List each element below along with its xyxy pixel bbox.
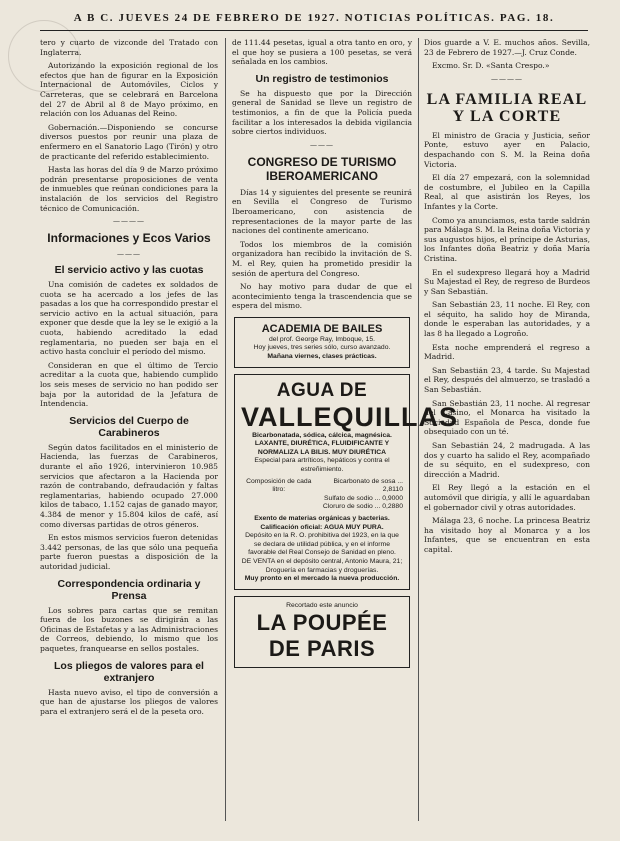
paragraph: Hasta las horas del día 9 de Marzo próximo podrán presentarse proposiciones de venta de inmuebles que reúnan condiciones para la instalación de los servicios del Registro técnico de Comunicación. — [40, 165, 218, 213]
ad-agua-comp-label: Composición de cada litro: — [246, 477, 312, 494]
paragraph: En estos mismos servicios fueron detenidas 3.442 personas, de las que sólo una pequeña parte fueron puestas a disposición de la autoridad judicial. — [40, 533, 218, 571]
paragraph: Los sobres para cartas que se remitan fuera de los buzones se dirigirán a las Oficinas de Estafetas y a las Administraciones de Correos, debiendo, lo mismo que los paquetes, franquearse en sellos postales. — [40, 605, 218, 653]
paragraph: San Sebastián 24, 2 madrugada. A las dos y cuarto ha salido el Rey, acompañado de su séquito, en el sudexpreso, con dirección a Madrid. — [424, 441, 590, 479]
paragraph: de 111.44 pesetas, igual a otra tanto en oro, y el que hoy se pusiera a 100 pesetas, se verá señalada en los cambios. — [232, 38, 412, 67]
paragraph: San Sebastián 23, 11 noche. El Rey, con el séquito, ha salido hoy de Miranda, donde le esperaban las autoridades, y a las 8 ha llegado a Logroño. — [424, 300, 590, 339]
ad-agua-comp-item: Sulfato de sodio ... 0,9000 — [324, 494, 403, 502]
ad-academia-line: Mañana viernes, clases prácticas. — [267, 353, 377, 361]
ad-academia-line: Hoy jueves, tres series sólo, curso avanzado. — [253, 344, 391, 352]
ad-agua-comp-item: Cloruro de sodio ... 0,2880 — [322, 503, 403, 511]
section-title-congreso: CONGRESO DE TURISMO IBEROAMERICANO — [247, 154, 397, 183]
separator: ———— — [113, 217, 145, 226]
paragraph: Dios guarde a V. E. muchos años. Sevilla, 23 de Febrero de 1927.—J. Cruz Conde. — [424, 38, 590, 57]
ad-agua-comp-item: Bicarbonato de sosa ... 2,8110 — [333, 477, 403, 494]
ad-academia-line: del prof. George Ray, Imboque, 15. — [268, 335, 376, 343]
separator: ——— — [117, 250, 141, 259]
ad-poupee-label: Recortado este anuncio — [286, 601, 358, 609]
paragraph: El ministro de Gracia y Justicia, señor Ponte, estuvo ayer en Palacio, despachando con S. M. la Reina doña Victoria. — [424, 130, 590, 169]
paragraph: Gobernación.—Disponiendo se concurse diversos puestos por reunir una plaza de enfermero en el Sanatorio Lago (Tirón) y otro de practicante del referido establecimiento. — [40, 122, 218, 161]
paragraph: El día 27 empezará, con la solemnidad de costumbre, el Jubileo en la Capilla Real, al que asistirán los Reyes, los Infantes y la Corte. — [424, 173, 590, 211]
column-right — [424, 38, 590, 821]
separator: ——— — [310, 140, 334, 149]
ad-agua-body: Depósito en la R. O. prohibitiva del 1923, en la que se declara de utilidad pública, y en el informe favorable del Real Consejo de Sanidad en pleno. — [245, 532, 399, 557]
ad-agua-title: AGUA DE — [276, 379, 368, 401]
paragraph: Todos los miembros de la comisión organizadora han recibido la invitación de S. M. el Rey, quien ha prometido presidir la sesión de apertura del Congreso. — [232, 239, 412, 278]
paragraph: En el sudexpreso llegará hoy a Madrid Su Majestad el Rey, de regreso de Burdeos y San Sebastián. — [424, 267, 590, 296]
paragraph: Málaga 23, 6 noche. La princesa Beatriz ha visitado hoy al Monarca y a los Infantes, que se encuentran en esta capital. — [424, 516, 590, 554]
subheading-servicio-activo: El servicio activo y las cuotas — [54, 264, 204, 277]
page-header: A B C. JUEVES 24 DE FEBRERO DE 1927. NOTICIAS POLÍTICAS. PAG. 18. — [40, 8, 588, 31]
ad-agua-vallequillas — [234, 374, 458, 590]
subheading-correspondencia: Correspondencia ordinaria y Prensa — [57, 577, 201, 602]
ad-agua-footer: Muy pronto en el mercado la nueva producción. — [244, 575, 400, 583]
paragraph: Consideran en que el último de Tercio acreditar a la cuota que, habiendo cumplido los seis meses de servicio no han podido ser baja por la autoridad de la Jefatura de Intendencia. — [40, 360, 218, 409]
separator: ———— — [491, 74, 523, 83]
ad-agua-sale: DE VENTA en el depósito central, Antonio Maura, 21; Droguería en farmacias y droguerías. — [241, 557, 403, 574]
paragraph: No hay motivo para dudar de que el acontecimiento tenga la trascendencia que se espera del mismo. — [232, 282, 412, 311]
column-middle — [232, 38, 458, 821]
paragraph: Según datos facilitados en el ministerio de Hacienda, las fuerzas de Carabineros, durante el año 1926, intervinieron 10.985 servicios que afectaron a la Hacienda por razón de contrabando, defraudación y faltas reglamentarias, habiendo ocupado 27.000 kilos de tabaco, 1.152 cajas de ganado mayor, 4.384 de menor y 15.804 kilos de café, así como diversas partidas de otros géneros. — [40, 442, 218, 529]
subheading-registro: Un registro de testimonios — [255, 72, 389, 85]
paragraph: Se ha dispuesto que por la Dirección general de Sanidad se lleve un registro de testimonios, a fin de que la Policía pueda facilitar a los interesados la debida vigilancia sobre ciertos individuos. — [232, 88, 412, 137]
column-rule-1 — [225, 38, 226, 821]
ad-poupee-name: LA POUPÉE DE PARIS — [256, 610, 388, 662]
section-title-familia-real: LA FAMILIA REAL Y LA CORTE — [426, 90, 588, 125]
ad-agua-name: VALLEQUILLAS — [241, 401, 458, 432]
ad-agua-warning: Exento de materias orgánicas y bacterias. — [254, 515, 390, 522]
ad-agua-desc: LAXANTE, DIURÉTICA, FLUIDIFICANTE Y NORMALIZA LA BILIS. MUY DIURÉTICA — [254, 440, 390, 456]
ad-agua-claim: Calificación oficial: AGUA MUY PURA. — [260, 523, 384, 531]
paragraph: Como ya anunciamos, esta tarde saldrán para Málaga S. M. la Reina doña Victoria y sus augustos hijos, el príncipe de Asturias, los Infantes doña Beatriz y doña María Cristina. — [424, 215, 590, 263]
subheading-carabineros: Servicios del Cuerpo de Carabineros — [69, 414, 189, 439]
paragraph: Días 14 y siguientes del presente se reunirá en Sevilla el Congreso de Turismo Iberoamericano, con asistencia de representaciones de la mayor parte de las naciones del continente americano. — [232, 187, 412, 236]
paragraph: Esta noche emprenderá el regreso a Madrid. — [424, 342, 590, 362]
ad-agua-desc: Bicarbonatada, sódica, cálcica, magnésica. — [252, 431, 392, 439]
ad-academia-bailes — [234, 317, 410, 368]
paragraph: San Sebastián 23, 4 tarde. Su Majestad el Rey, después del almuerzo, se trasladó a San Sebastián. — [424, 365, 590, 395]
column-left — [40, 38, 218, 821]
section-title-informaciones: Informaciones y Ecos Varios — [47, 231, 211, 246]
paragraph: Una comisión de cadetes ex soldados de cuota se ha acercado a los jefes de las pasadas a los que ha correspondido prestar el servicio activo en la actual situación, para exponer que desde que la ley se le exigió a la cuota, habiendo acreditado la edad reglamentaria, no pueden ser baja en el activo hasta concluir el período del mismo. — [40, 280, 218, 357]
subheading-pliegos: Los pliegos de valores para el extranjero — [54, 659, 204, 684]
ad-academia-title: ACADEMIA DE BAILES — [261, 322, 383, 335]
paragraph: El Rey llegó a la estación en el automóvil que dirigía, y allí le aguardaban el gobernador civil y otras autoridades. — [424, 483, 590, 512]
paragraph: Autorizando la exposición regional de los efectos que han de figurar en la Exposición Internacional de Automóviles, Ciclos y Carreteras, que se celebrará en Barcelona del 27 de Abril al 8 de Mayo próximo, en relación con los Aduanas del Reino. — [40, 61, 218, 119]
ad-agua-desc: Especial para artríticos, hepáticos y contra el estreñimiento. — [254, 457, 390, 474]
paragraph: Hasta nuevo aviso, el tipo de conversión a que han de ajustarse los pliegos de valores para el extranjero será el de la peseta oro. — [40, 687, 218, 716]
paragraph: San Sebastián 23, 11 noche. Al regresar del Casino, el Monarca ha visitado la Sociedad Española de Pesca, donde fue obsequiado con un té. — [424, 398, 590, 437]
ad-agua-composition — [241, 478, 403, 512]
ad-poupee-paris — [234, 596, 410, 669]
paragraph: tero y cuarto de vizconde del Tratado con Inglaterra. — [40, 38, 218, 57]
paragraph: Excmo. Sr. D. «Santa Crespo.» — [432, 61, 550, 71]
